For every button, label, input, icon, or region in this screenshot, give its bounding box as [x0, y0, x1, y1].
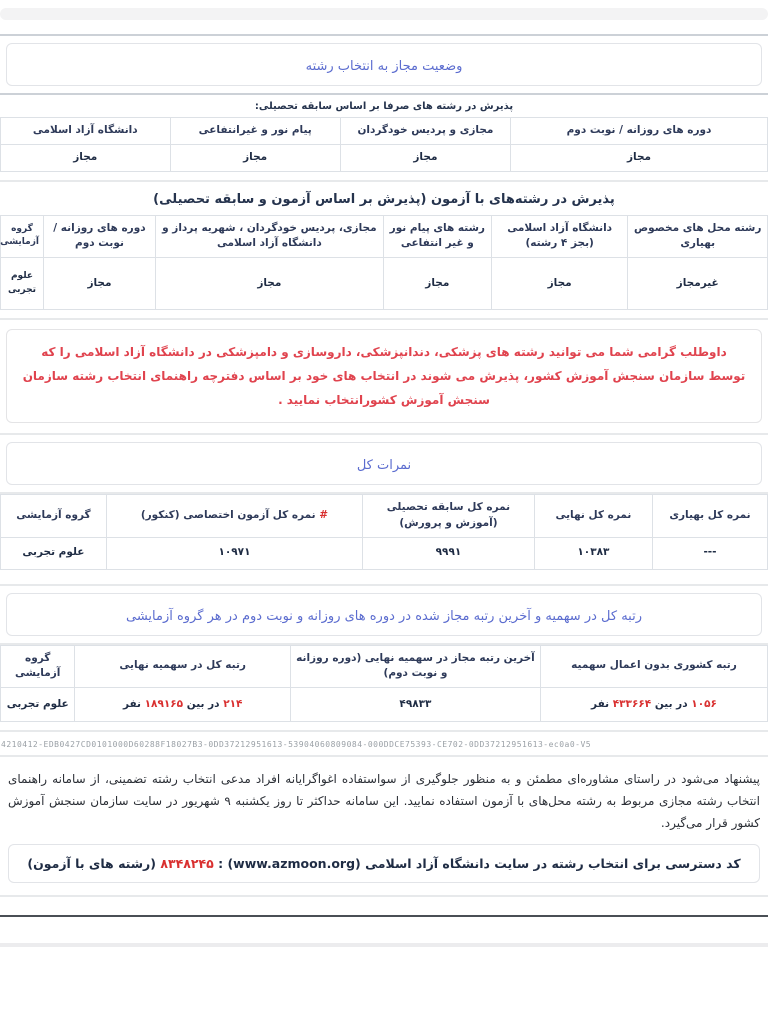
col-header-daytime: دوره های روزانه / نوبت دوم [43, 215, 155, 258]
col-header-konkur-score: # نمره کل آزمون اختصاصی (کنکور) [106, 495, 362, 538]
col-header-behyari-seats: رشته محل های مخصوص بهیاری [628, 215, 768, 258]
table-row [1, 144, 768, 171]
col-header-payamnoor: رشته های پیام نور و غیر انتفاعی [383, 215, 491, 258]
status-title: وضعیت مجاز به انتخاب رشته [305, 59, 463, 74]
status-value: مجاز [170, 144, 340, 171]
status-value: مجاز [1, 144, 171, 171]
quota-total-number: ۱۸۹۱۶۵ [144, 697, 184, 710]
record-admission-table [0, 117, 768, 172]
table-header-row [1, 495, 768, 538]
exam-group-value: علوم تجربی [1, 258, 44, 310]
separator [0, 93, 768, 95]
separator [0, 318, 768, 320]
col-header-behyari-score: نمره کل بهیاری [652, 495, 767, 538]
col-header-virtual: مجازی و پردیس خودگردان [340, 118, 510, 145]
separator [0, 180, 768, 182]
col-header-virtual-pardis: مجازی، پردیس خودگردان ، شهریه پرداز و دانشگاه آزاد اسلامی [155, 215, 383, 258]
status-value: مجاز [43, 258, 155, 310]
quota-rank-number: ۲۱۴ [223, 697, 243, 710]
table-row [1, 537, 768, 569]
table-header-row [1, 118, 768, 145]
hash-mark: # [319, 508, 329, 521]
behyari-score-value: --- [652, 537, 767, 569]
top-decorative-band [0, 8, 768, 20]
quota-rank-value: ۲۱۴ در بین ۱۸۹۱۶۵ نفر [75, 688, 291, 722]
azad-warning-box [6, 329, 762, 423]
record-admission-caption: پذیرش در رشته های صرفا بر اساس سابقه تحصیلی: [254, 101, 514, 112]
exam-admission-table [0, 215, 768, 311]
status-title-box [6, 43, 762, 86]
total-scores-title: نمرات کل [356, 458, 412, 473]
access-code-suffix: (رشته های با آزمون) [27, 855, 156, 871]
col-header-final-score: نمره کل نهایی [534, 495, 652, 538]
access-code-number: ۸۳۴۸۲۴۵ [160, 855, 214, 871]
table-row [1, 688, 768, 722]
total-scores-title-box [6, 442, 762, 485]
status-value: مجاز [383, 258, 491, 310]
exam-admission-title: پذیرش در رشته‌های با آزمون (پذیرش بر اساس آزمون و سابقه تحصیلی) [153, 191, 615, 207]
col-header-national-rank: رتبه کشوری بدون اعمال سهمیه [540, 645, 767, 688]
col-header-record-score: نمره کل سابقه تحصیلی (آموزش و پرورش) [363, 495, 535, 538]
final-score-value: ۱۰۳۸۳ [534, 537, 652, 569]
total-scores-table [0, 494, 768, 570]
col-header-daytime: دوره های روزانه / نوبت دوم [511, 118, 768, 145]
status-value: مجاز [155, 258, 383, 310]
separator [0, 584, 768, 586]
last-allowed-rank-value: ۴۹۸۳۳ [290, 688, 540, 722]
exam-group-value: علوم تجربی [1, 688, 75, 722]
col-header-exam-group: گروه آزمایشی [1, 645, 75, 688]
national-rank-value: ۱۰۵۶ در بین ۴۳۳۶۶۴ نفر [540, 688, 767, 722]
table-row [1, 258, 768, 310]
status-value: مجاز [491, 258, 628, 310]
col-header-quota-rank: رتبه کل در سهمیه نهایی [75, 645, 291, 688]
table-header-row [1, 645, 768, 688]
tracking-code: 4210412-EDB0427CD0101000D60288F18027B3-0DD37212951613-53904060809084-000DDCE75393-CE702-0DD37212951613-ec0a0-V5 [1, 740, 592, 749]
status-value: مجاز [340, 144, 510, 171]
azad-warning-text: داوطلب گرامی شما می توانید رشته های پزشکی، دندانپزشکی، داروسازی و دامپزشکی در دانشگاه آزاد اسلامی را که توسط سازمان سنجش آموزش کشور، پذیرش می شوند در انتخاب های خود بر اساس دفترچه راهنمای انتخاب رشته سازمان سنجش آموزش کشورانتخاب نمایید . [22, 345, 746, 407]
col-header-exam-group: گروه آزمایشی [1, 495, 107, 538]
table-header-row [1, 215, 768, 258]
col-header-azad-except4: دانشگاه آزاد اسلامی (بجز ۴ رشته) [491, 215, 628, 258]
access-code-box [8, 844, 760, 883]
record-score-value: ۹۹۹۱ [363, 537, 535, 569]
separator [0, 755, 768, 757]
col-header-last-allowed-rank: آخرین رتبه مجاز در سهمیه نهایی (دوره روزانه و نوبت دوم) [290, 645, 540, 688]
konkur-score-value: ۱۰۹۷۱ [106, 537, 362, 569]
exam-group-value: علوم تجربی [1, 537, 107, 569]
advisory-paragraph: پیشنهاد می‌شود در راستای مشاوره‌ای مطمئن و به منظور جلوگیری از سواستفاده اغواگرایانه افراد مدعی انتخاب رشته تضمینی، از سامانه راهنمای انتخاب رشته مجازی مربوط به رشته محل‌های با آزمون استفاده نمایید. این سامانه حداکثر تا روز یکشنبه ۹ شهریور در سایت سازمان سنجش آموزش کشور قرار می‌گیرد. [8, 772, 760, 831]
rank-title: رتبه کل در سهمیه و آخرین رتبه مجاز شده در دوره های روزانه و نوبت دوم در هر گروه آزمایشی [126, 608, 642, 624]
col-header-payamnoor: پیام نور و غیرانتفاعی [170, 118, 340, 145]
status-value: مجاز [511, 144, 768, 171]
col-header-azad: دانشگاه آزاد اسلامی [1, 118, 171, 145]
exam-results-page [0, 8, 768, 1032]
rank-title-box [6, 593, 762, 636]
status-value: غیرمجاز [628, 258, 768, 310]
separator-thick [0, 943, 768, 947]
rank-table [0, 645, 768, 723]
access-code-prefix: کد دسترسی برای انتخاب رشته در سایت دانشگاه آزاد اسلامی (www.azmoon.org) : [218, 855, 741, 871]
separator [0, 34, 768, 36]
national-total-number: ۴۳۳۶۶۴ [612, 697, 652, 710]
national-rank-number: ۱۰۵۶ [691, 697, 717, 710]
separator [0, 730, 768, 732]
separator [0, 433, 768, 435]
col-header-exam-group: گروه آزمایشی [1, 215, 44, 258]
